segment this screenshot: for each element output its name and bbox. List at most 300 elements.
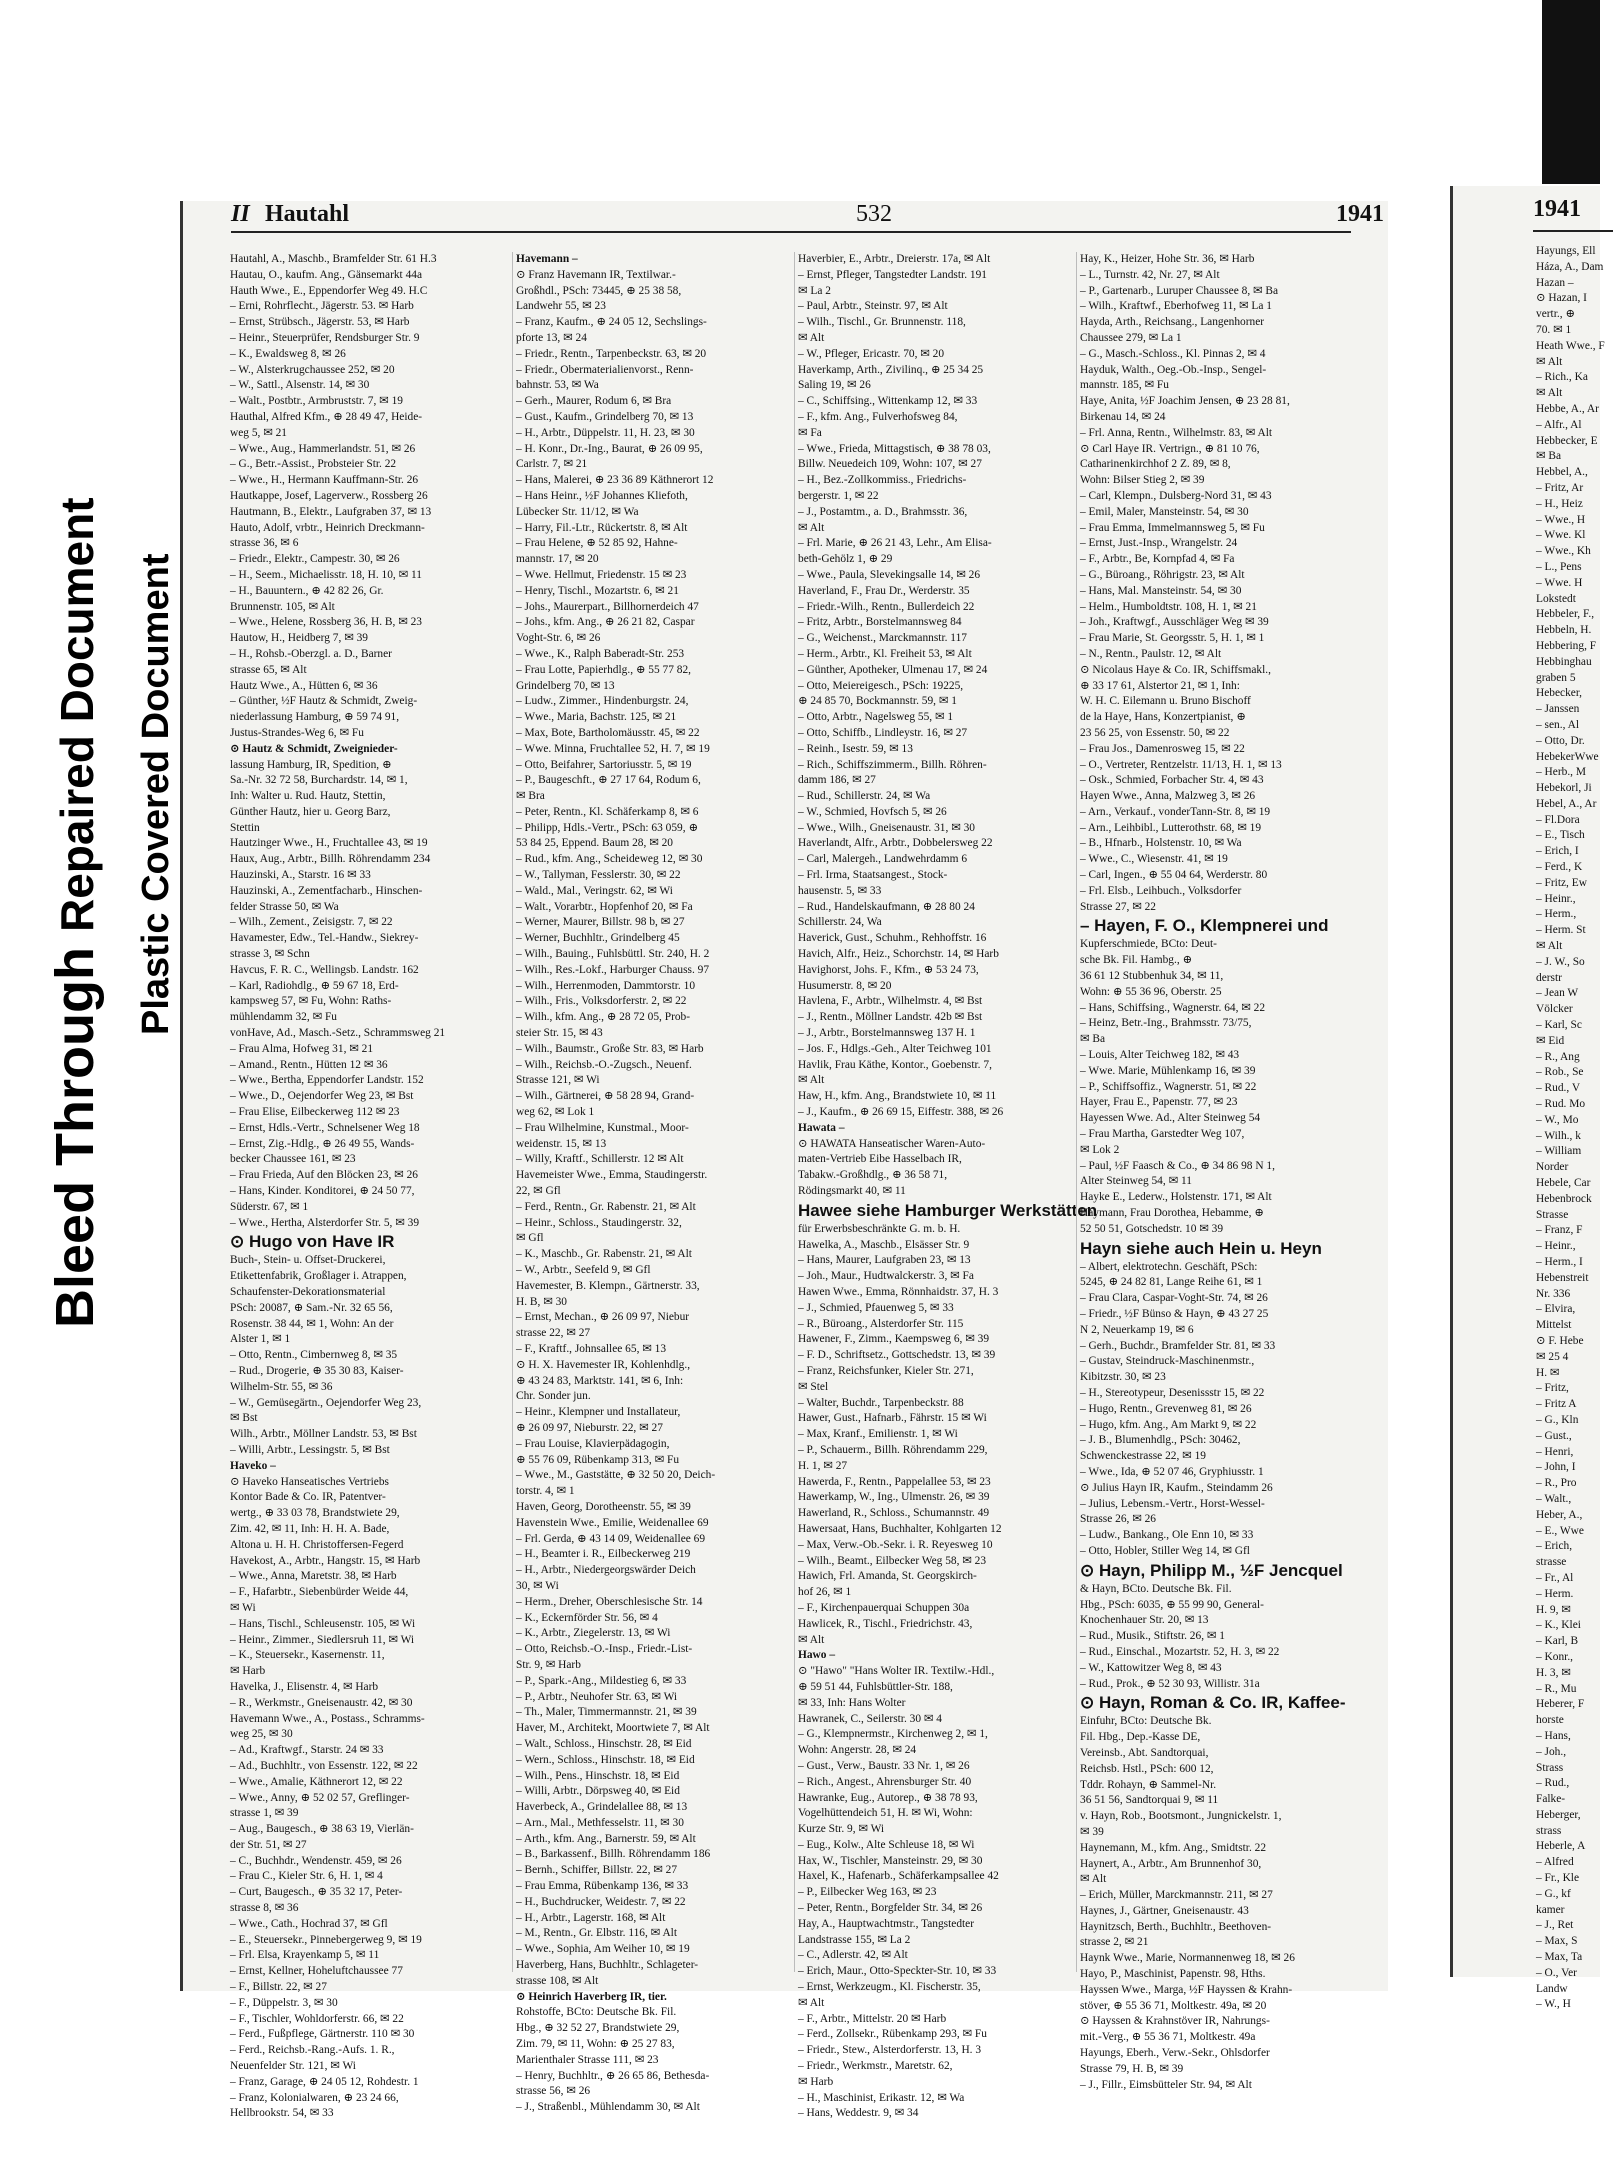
directory-entry: ✉ Alt (798, 521, 825, 534)
directory-entry: – Wwe., Amalie, Käthnerort 12, ✉ 22 (230, 1775, 403, 1788)
directory-entry: Chaussee 279, ✉ La 1 (1080, 331, 1182, 344)
directory-entry: – Gust., Verw., Baustr. 33 Nr. 1, ✉ 26 (798, 1759, 970, 1772)
directory-entry: Fil. Hbg., Dep.-Kasse DE, (1080, 1731, 1201, 1744)
directory-entry: – Joh., Maur., Hudtwalckerstr. 3, ✉ Fa (798, 1270, 974, 1283)
directory-entry: – Frl. Elsb., Leihbuch., Volksdorfer (1080, 884, 1242, 897)
directory-entry: – Franz, Reichsfunker, Kieler Str. 271, (798, 1364, 974, 1377)
directory-entry: strasse 65, ✉ Alt (230, 663, 307, 676)
adjacent-line: Hebbe, A., Ar (1536, 402, 1599, 415)
directory-entry: – F. D., Schriftsetz., Gottschedstr. 13, ✉ 39 (798, 1349, 996, 1362)
directory-entry: ⊙ Hayn, Philipp M., ½F Jencquel (1080, 1560, 1343, 1580)
adjacent-line: Heberle, A (1536, 1840, 1586, 1853)
directory-entry: – Rud., Drogerie, ⊕ 35 30 83, Kaiser- (230, 1364, 404, 1377)
directory-entry: – Otto, Beifahrer, Sartoriusstr. 5, ✉ 19 (516, 758, 692, 771)
directory-entry: – Wilh., Kraftwf., Eberhofweg 11, ✉ La 1 (1080, 300, 1272, 313)
directory-column-1 (230, 252, 498, 2120)
directory-entry: Großhdl., PSch: 73445, ⊕ 25 38 58, (516, 284, 682, 297)
adjacent-line: Háza, A., Dam (1536, 260, 1604, 273)
directory-entry: – Hugo, Rentn., Grevenweg 81, ✉ 26 (1080, 1402, 1252, 1415)
directory-entry: weidenstr. 15, ✉ 13 (516, 1137, 607, 1150)
directory-entry: Zim. 42, ✉ 11, Inh: H. H. A. Bade, (230, 1522, 390, 1535)
directory-entry: Wilh., Arbtr., Möllner Landstr. 53, ✉ Bst (230, 1428, 417, 1441)
directory-entry: – Wwe., Aug., Hammerlandstr. 51, ✉ 26 (230, 442, 416, 455)
directory-entry: ✉ Stel (798, 1380, 829, 1393)
page-year: 1941 (1336, 201, 1384, 227)
directory-entry: – Gustav, Steindruck-Maschinenmstr., (1080, 1355, 1255, 1368)
directory-entry: – Ernst, Mechan., ⊕ 26 09 97, Niebur (516, 1311, 690, 1324)
directory-entry: – Wald., Mal., Veringstr. 62, ✉ Wi (516, 884, 673, 897)
directory-entry: – Frl. Gerda, ⊕ 43 14 09, Weidenallee 69 (516, 1532, 706, 1545)
directory-entry: Süderstr. 67, ✉ 1 (230, 1200, 309, 1213)
directory-entry: – Reinh., Isestr. 59, ✉ 13 (798, 742, 913, 755)
directory-entry: Kurze Str. 9, ✉ Wi (798, 1823, 885, 1836)
directory-entry: Hawata – (798, 1121, 845, 1134)
adjacent-line: Hebbinghau (1536, 655, 1592, 668)
directory-entry: – Arn., Mal., Methfesselstr. 11, ✉ 30 (516, 1816, 684, 1829)
directory-entry: – Ernst, Kellner, Hoheluftchaussee 77 (230, 1965, 403, 1978)
directory-entry: maten-Vertrieb Eibe Hasselbach IR, (798, 1153, 962, 1166)
directory-entry: Haver, M., Architekt, Moortwiete 7, ✉ Alt (516, 1722, 710, 1735)
directory-entry: stöver, ⊕ 55 36 71, Moltkestr. 49a, ✉ 20 (1080, 1999, 1267, 2012)
directory-entry: – Joh., Kraftwgf., Ausschläger Weg ✉ 39 (1080, 616, 1269, 629)
directory-entry: – J., Arbtr., Borstelmannsweg 137 H. 1 (798, 1027, 976, 1040)
directory-entry: Haye, Anita, ½F Joachim Jensen, ⊕ 23 28 81, (1080, 395, 1290, 408)
adjacent-line: – Rud., V (1536, 1082, 1581, 1095)
directory-entry: – J., Rentn., Möllner Landstr. 42b ✉ Bst (798, 1011, 983, 1024)
directory-entry: Havich, Alfr., Heiz., Schorchstr. 14, ✉ Harb (798, 948, 999, 961)
directory-entry: – M., Rentn., Gr. Elbstr. 116, ✉ Alt (516, 1927, 678, 1940)
directory-entry: – K., Ewaldsweg 8, ✉ 26 (230, 347, 346, 360)
adjacent-line: – E., Wwe (1536, 1524, 1584, 1537)
adjacent-line: – Walt., (1536, 1492, 1572, 1505)
directory-entry: Hayungs, Eberh., Verw.-Sekr., Ohlsdorfer (1080, 2047, 1270, 2060)
directory-entry: – Hayen, F. O., Klempnerei und (1080, 916, 1329, 936)
directory-entry: – Frau Helene, ⊕ 52 85 92, Hahne- (516, 537, 678, 550)
directory-entry: Stettin (230, 821, 260, 834)
directory-entry: N 2, Neuerkamp 19, ✉ 6 (1080, 1323, 1194, 1336)
directory-entry: Wilhelm-Str. 55, ✉ 36 (230, 1380, 333, 1393)
directory-entry: ⊙ Heinrich Haverberg IR, tier. (516, 1990, 667, 2003)
directory-entry: ⊙ Haveko Hanseatisches Vertriebs (230, 1475, 389, 1488)
directory-entry: – Philipp, Hdls.-Vertr., PSch: 63 059, ⊕ (516, 821, 698, 834)
directory-entry: – Wilh., Res.-Lokf., Harburger Chauss. 97 (516, 963, 710, 976)
directory-entry: – H., Maschinist, Erikastr. 12, ✉ Wa (798, 2091, 965, 2104)
directory-entry: – H., Arbtr., Niedergeorgswärder Deich (516, 1564, 696, 1577)
directory-entry: Havemann Wwe., A., Postass., Schramms- (230, 1712, 425, 1725)
directory-entry: hof 26, ✉ 1 (798, 1586, 852, 1599)
directory-entry: niederlassung Hamburg, ⊕ 59 74 91, (230, 711, 400, 724)
directory-entry: PSch: 20087, ⊕ Sam.-Nr. 32 65 56, (230, 1301, 393, 1314)
section-number: II (231, 201, 250, 227)
directory-entry: ⊕ 55 76 09, Rübenkamp 313, ✉ Fu (516, 1453, 680, 1466)
directory-entry: – Ludw., Bankang., Ole Enn 10, ✉ 33 (1080, 1529, 1254, 1542)
directory-entry: – H., Stereotypeur, Desenissstr 15, ✉ 22 (1080, 1386, 1265, 1399)
directory-entry: – Hans, Tischl., Schleusenstr. 105, ✉ Wi (230, 1617, 416, 1630)
directory-entry: – Frau Martha, Garstedter Weg 107, (1080, 1128, 1245, 1141)
adjacent-line: – Wwe., H (1536, 513, 1586, 526)
directory-entry: – Frau Louise, Klavierpädagogin, (516, 1437, 670, 1450)
adjacent-line: – E., Tisch (1536, 829, 1585, 842)
directory-entry: – Erni, Rohrflecht., Jägerstr. 53. ✉ Harb (230, 300, 414, 313)
directory-entry: ⊕ 24 85 70, Bockmannstr. 59, ✉ 1 (798, 695, 957, 708)
page-running-name: Hautahl (265, 201, 350, 227)
directory-entry: – Frl. Anna, Rentn., Wilhelmstr. 83, ✉ Alt (1080, 426, 1273, 439)
directory-entry: Strasse 26, ✉ 26 (1080, 1513, 1156, 1526)
directory-entry: – Rud., Schillerstr. 24, ✉ Wa (798, 790, 931, 803)
directory-entry: – Frl. Elsa, Krayenkamp 5, ✉ 11 (230, 1949, 380, 1962)
directory-entry: – Friedr., ½F Bünso & Hayn, ⊕ 43 27 25 (1080, 1308, 1269, 1320)
directory-entry: Havcus, F. R. C., Wellingsb. Landstr. 162 (230, 963, 419, 976)
directory-entry: – H., Arbtr., Lagerstr. 168, ✉ Alt (516, 1911, 666, 1924)
directory-entry: – J., Postamtm., a. D., Brahmsstr. 36, (798, 505, 968, 518)
adjacent-line: strasse (1536, 1556, 1567, 1569)
directory-entry: Zim. 79, ✉ 11, Wohn: ⊕ 25 27 83, (516, 2038, 675, 2051)
directory-entry: – Wilh., Beamt., Eilbecker Weg 58, ✉ 23 (798, 1554, 987, 1567)
adjacent-line: – Rud. Mo (1536, 1098, 1586, 1111)
document-condition-stamps (0, 0, 190, 2177)
directory-entry: – Helm., Humboldtstr. 108, H. 1, ✉ 21 (1080, 600, 1257, 613)
adjacent-line: ✉ Alt (1536, 355, 1563, 368)
directory-entry: ✉ Fa (798, 426, 822, 439)
adjacent-line: H. ✉ (1536, 1366, 1560, 1379)
directory-entry: der Str. 51, ✉ 27 (230, 1838, 307, 1851)
adjacent-line: – Heinr., (1536, 1240, 1576, 1253)
adjacent-line: – G., kf (1536, 1887, 1571, 1900)
directory-entry: ✉ Alt (798, 331, 825, 344)
adjacent-line: ⊙ F. Hebe (1536, 1334, 1584, 1347)
directory-entry: Hayessen Wwe. Ad., Alter Steinweg 54 (1080, 1112, 1261, 1125)
directory-entry: – H., Bez.-Zollkommiss., Friedrichs- (798, 474, 967, 487)
directory-entry: – Wilh., Baumstr., Große Str. 83, ✉ Harb (516, 1042, 704, 1055)
directory-entry: – Jos. F., Hdlgs.-Geh., Alter Teichweg 101 (798, 1042, 992, 1055)
directory-entry: – Ludw., Zimmer., Hindenburgstr. 24, (516, 695, 689, 708)
directory-entry: – Otto, Reichsb.-O.-Insp., Friedr.-List- (516, 1643, 693, 1656)
directory-entry: – Otto, Schiffb., Lindleystr. 16, ✉ 27 (798, 726, 968, 739)
directory-entry: lassung Hamburg, IR, Spedition, ⊕ (230, 758, 392, 771)
directory-entry: Hautahl, A., Maschb., Bramfelder Str. 61 H.3 (230, 253, 437, 265)
adjacent-line: – Otto, Dr. (1536, 734, 1585, 747)
adjacent-line: – Jean W (1536, 987, 1579, 1000)
directory-entry: – Peter, Rentn., Borgfelder Str. 34, ✉ 26 (798, 1902, 983, 1915)
directory-entry: ⊕ 43 24 83, Marktstr. 141, ✉ 6, Inh: (516, 1374, 684, 1387)
directory-entry: – Carl, Klempn., Dulsberg-Nord 31, ✉ 43 (1080, 489, 1272, 502)
adjacent-line: – Fr., Kle (1536, 1872, 1580, 1885)
directory-entry: Hayssen Wwe., Marga, ½F Hayssen & Krahn- (1080, 1983, 1293, 1996)
directory-entry: strasse 22, ✉ 27 (516, 1327, 591, 1340)
directory-entry: – Frl. Irma, Staatsangest., Stock- (798, 869, 948, 882)
directory-entry: Etikettenfabrik, Großlager i. Atrappen, (230, 1270, 407, 1283)
directory-entry: – Ferd., Rentn., Gr. Rabenstr. 21, ✉ Alt (516, 1200, 696, 1213)
adjacent-line: Hebbecker, E (1536, 434, 1598, 447)
directory-entry: – W., Sattl., Alsenstr. 14, ✉ 30 (230, 379, 370, 392)
directory-entry: – H., Seem., Michaelisstr. 18, H. 10, ✉ 11 (230, 568, 422, 581)
directory-entry: – Bernh., Schiffer, Billstr. 22, ✉ 27 (516, 1864, 678, 1877)
directory-entry: Hawerland, R., Schloss., Schumannstr. 49 (798, 1507, 990, 1520)
adjacent-line: HebekerWwe (1536, 750, 1599, 763)
adjacent-line: 70. ✉ 1 (1536, 323, 1572, 336)
directory-entry: – Wwe., Maria, Bachstr. 125, ✉ 21 (516, 711, 677, 724)
directory-entry: – Wilh., Zement., Zeisigstr. 7, ✉ 22 (230, 916, 393, 929)
directory-entry: Havlik, Frau Käthe, Kontor., Goebenstr. 7, (798, 1058, 992, 1071)
directory-entry: – Herm., Arbtr., Kl. Freiheit 53, ✉ Alt (798, 647, 972, 660)
directory-entry: W. H. C. Eilemann u. Bruno Bischoff (1080, 695, 1251, 708)
adjacent-line: – W., H (1536, 1998, 1571, 2011)
directory-column-4 (1076, 252, 1348, 2091)
adjacent-line: Hebele, Car (1536, 1177, 1591, 1190)
adjacent-line: Hebbeln, H. (1536, 624, 1592, 637)
directory-entry: – Wwe., Hertha, Alsterdorfer Str. 5, ✉ 39 (230, 1216, 420, 1229)
adjacent-line: – L., Pens (1536, 560, 1582, 573)
directory-entry: – L., Turnstr. 42, Nr. 27, ✉ Alt (1080, 268, 1220, 281)
directory-entry: Hautkappe, Josef, Lagerverw., Rossberg 26 (230, 489, 428, 502)
directory-entry: 5245, ⊕ 24 82 81, Lange Reihe 61, ✉ 1 (1080, 1276, 1263, 1289)
directory-entry: ✉ Alt (798, 1074, 825, 1087)
directory-entry: – Otto, Meiereigesch., PSch: 19225, (798, 679, 964, 692)
directory-entry: – Hans, Malerei, ⊕ 23 36 89 Käthnerort 12 (516, 474, 714, 487)
directory-entry: Hayda, Arth., Reichsang., Langenhorner (1080, 316, 1265, 329)
directory-entry: – Heinz, Betr.-Ing., Brahmsstr. 73/75, (1080, 1017, 1252, 1030)
directory-entry: Alter Steinweg 54, ✉ 11 (1080, 1175, 1192, 1188)
directory-entry: Hawee siehe Hamburger Werkstätten (798, 1200, 1098, 1220)
directory-entry: Hellbrookstr. 54, ✉ 33 (230, 2107, 334, 2120)
directory-entry: Rosenstr. 38 44, ✉ 1, Wohn: An der (230, 1317, 394, 1330)
directory-entry: – Paul, Arbtr., Steinstr. 97, ✉ Alt (798, 300, 948, 313)
adjacent-line: ✉ Alt (1536, 387, 1563, 400)
adjacent-line: Hebbering, F (1536, 639, 1597, 652)
scan-border-black (1542, 0, 1600, 184)
directory-entry: Hawlicek, R., Tischl., Friedrichstr. 43, (798, 1617, 973, 1630)
directory-entry: – P., Eilbecker Weg 163, ✉ 23 (798, 1886, 937, 1899)
directory-entry: – Wilh., Bauing., Fuhlsbüttl. Str. 240, H. 2 (516, 948, 710, 961)
adjacent-line: – J. W., So (1536, 955, 1585, 968)
directory-entry: ⊙ "Hawo" "Hans Wolter IR. Textilw.-Hdl., (798, 1665, 995, 1678)
directory-entry: Haverbier, E., Arbtr., Dreierstr. 17a, ✉ Alt (798, 253, 991, 265)
directory-entry: – Hans Heinr., ½F Johannes Kliefoth, (516, 489, 688, 502)
directory-entry: Hautau, O., kaufm. Ang., Gänsemarkt 44a (230, 268, 423, 281)
directory-entry: Haverlandt, Alfr., Arbtr., Dobbelersweg 22 (798, 837, 993, 850)
directory-entry: – Frau Lotte, Papierhdlg., ⊕ 55 77 82, (516, 663, 692, 676)
directory-entry: Hauth Wwe., E., Eppendorfer Weg 49. H.C (230, 284, 428, 297)
directory-entry: – Carl, Malergeh., Landwehrdamm 6 (798, 853, 968, 866)
directory-entry: – H., Beamter i. R., Eilbeckerweg 219 (516, 1548, 691, 1561)
directory-entry: Hauthal, Alfred Kfm., ⊕ 28 49 47, Heide- (230, 410, 423, 423)
adjacent-line: Strass (1536, 1761, 1564, 1774)
adjacent-line: horste (1536, 1714, 1564, 1727)
directory-entry: 52 50 51, Gotschedstr. 10 ✉ 39 (1080, 1222, 1224, 1235)
directory-entry: – Heinr., Zimmer., Siedlersruh 11, ✉ Wi (230, 1633, 415, 1646)
directory-entry: Voght-Str. 6, ✉ 26 (516, 632, 601, 645)
directory-entry: – Ernst, Pfleger, Tangstedter Landstr. 191 (798, 268, 987, 281)
directory-entry: – Peter, Rentn., Kl. Schäferkamp 8, ✉ 6 (516, 805, 699, 818)
directory-entry: bergerstr. 1, ✉ 22 (798, 489, 879, 502)
directory-entry: strasse 56, ✉ 26 (516, 2085, 591, 2098)
directory-entry: Haymann, Frau Dorothea, Hebamme, ⊕ (1080, 1207, 1264, 1220)
directory-entry: – Heinr., Steuerprüfer, Rendsburger Str. 9 (230, 331, 420, 344)
adjacent-line: – J., Ret (1536, 1919, 1574, 1932)
directory-entry: H. B, ✉ 30 (516, 1295, 567, 1308)
directory-entry: – Fritz, Arbtr., Borstelmannsweg 84 (798, 616, 962, 629)
adjacent-line: – Fritz, (1536, 1382, 1569, 1395)
adjacent-line: – R., Ang (1536, 1050, 1580, 1063)
adjacent-line: – Fl.Dora (1536, 813, 1580, 826)
directory-entry: Str. 9, ✉ Harb (516, 1658, 581, 1671)
directory-entry: – P., Schiffsoffiz., Wagnerstr. 51, ✉ 22 (1080, 1080, 1257, 1093)
directory-entry: Brunnenstr. 105, ✉ Alt (230, 600, 335, 613)
directory-entry: – Wwe., Ida, ⊕ 52 07 46, Gryphiusstr. 1 (1080, 1465, 1264, 1478)
directory-entry: Landwehr 55, ✉ 23 (516, 300, 606, 313)
directory-entry: – Ferd., Reichsb.-Rang.-Aufs. 1. R., (230, 2044, 395, 2057)
directory-entry: – Heinr., Schloss., Staudingerstr. 32, (516, 1216, 682, 1229)
directory-entry: – Amand., Rentn., Hütten 12 ✉ 36 (230, 1058, 388, 1071)
directory-entry: – Wilh., Gärtnerei, ⊕ 58 28 94, Grand- (516, 1090, 695, 1103)
directory-entry: Hautow, H., Heidberg 7, ✉ 39 (230, 632, 368, 645)
directory-entry: – G., Betr.-Assist., Probsteier Str. 22 (230, 458, 397, 471)
directory-entry: Hautmann, B., Elektr., Laufgraben 37, ✉ 13 (230, 505, 432, 518)
directory-entry: – Rud., Handelskaufmann, ⊕ 28 80 24 (798, 900, 975, 913)
directory-entry: – Arth., kfm. Ang., Barnerstr. 59, ✉ Alt (516, 1832, 696, 1845)
directory-entry: Haveko – (230, 1459, 276, 1472)
adjacent-line: ✉ Ba (1536, 450, 1562, 463)
directory-entry: – C., Buchhdr., Wendenstr. 459, ✉ 26 (230, 1854, 402, 1867)
directory-entry: Strasse 79, H. B, ✉ 39 (1080, 2062, 1184, 2075)
directory-entry: – R., Werkmstr., Gneisenaustr. 42, ✉ 30 (230, 1696, 413, 1709)
page-header (231, 201, 1384, 233)
adjacent-page-year: 1941 (1533, 196, 1581, 222)
directory-entry: ✉ Bra (516, 790, 545, 803)
directory-entry: – Albert, elektrotechn. Geschäft, PSch: (1080, 1260, 1258, 1273)
adjacent-line: – Herb., M (1536, 766, 1586, 779)
directory-entry: ✉ Alt (798, 1996, 825, 2009)
directory-entry: Hax, W., Tischler, Mansteinstr. 29, ✉ 30 (798, 1854, 983, 1867)
directory-entry: Husumerstr. 8, ✉ 20 (798, 979, 892, 992)
directory-entry: – N., Rentn., Paulstr. 12, ✉ Alt (1080, 647, 1222, 660)
directory-entry: Schwenckestrasse 22, ✉ 19 (1080, 1450, 1206, 1463)
adjacent-line: Hebenbrock (1536, 1192, 1592, 1205)
directory-entry: Rohstoffe, BCto: Deutsche Bk. Fil. (516, 2006, 677, 2019)
adjacent-line: – Henri, (1536, 1445, 1574, 1458)
directory-entry: – F., Arbtr., Mittelstr. 20 ✉ Harb (798, 2012, 947, 2025)
directory-entry: – Wilh., Tischl., Gr. Brunnenstr. 118, (798, 316, 966, 329)
directory-entry: Havighorst, Johs. F., Kfm., ⊕ 53 24 73, (798, 963, 979, 976)
directory-entry: Grindelberg 70, ✉ 13 (516, 679, 615, 692)
adjacent-line: – Heinr., (1536, 892, 1576, 905)
directory-entry: sche Bk. Fil. Hambg., ⊕ (1080, 954, 1193, 967)
directory-entry: – Henry, Tischl., Mozartstr. 6, ✉ 21 (516, 584, 679, 597)
directory-entry: weg 62, ✉ Lok 1 (516, 1106, 595, 1119)
adjacent-line: – Karl, B (1536, 1635, 1579, 1648)
directory-entry: Hawerkamp, W., Ing., Ulmenstr. 26, ✉ 39 (798, 1491, 990, 1504)
directory-entry: bahnstr. 53, ✉ Wa (516, 379, 599, 392)
directory-entry: – C., Adlerstr. 42, ✉ Alt (798, 1949, 908, 1962)
adjacent-line: Hebenstreit (1536, 1271, 1589, 1284)
adjacent-line: – Konr., (1536, 1650, 1574, 1663)
directory-entry: ⊙ Hugo von Have IR (230, 1232, 395, 1252)
directory-entry: Hbg., ⊕ 32 52 27, Brandstwiete 29, (516, 2022, 680, 2035)
adjacent-line: – Karl, Sc (1536, 1019, 1582, 1032)
directory-entry: Alster 1, ✉ 1 (230, 1333, 291, 1346)
adjacent-line: – Ferd., K (1536, 861, 1583, 874)
directory-entry: – Max, Verw.-Ob.-Sekr. i. R. Reyesweg 10 (798, 1538, 993, 1551)
directory-entry: kampsweg 57, ✉ Fu, Wohn: Raths- (230, 995, 392, 1008)
directory-entry: – Hugo, kfm. Ang., Am Markt 9, ✉ 22 (1080, 1418, 1257, 1431)
directory-entry: – Wwe., D., Oejendorfer Weg 23, ✉ Bst (230, 1090, 414, 1103)
adjacent-line: Falke- (1536, 1793, 1566, 1806)
directory-entry: – Ernst, Just.-Insp., Wrangelstr. 24 (1080, 537, 1238, 550)
adjacent-line: kamer (1536, 1903, 1565, 1916)
directory-entry: – J. B., Blumenhdlg., PSch: 30462, (1080, 1434, 1241, 1447)
adjacent-page-edge (1450, 186, 1605, 2011)
adjacent-line: – Max, S (1536, 1935, 1578, 1948)
directory-entry: Schaufenster-Dekorationsmaterial (230, 1286, 386, 1298)
adjacent-line: – K., Klei (1536, 1619, 1581, 1632)
directory-column-3 (794, 252, 1098, 2120)
directory-entry: 30, ✉ Wi (516, 1579, 559, 1592)
directory-entry: – Emil, Maler, Mansteinstr. 54, ✉ 30 (1080, 505, 1249, 518)
adjacent-line: – William (1536, 1145, 1582, 1158)
directory-entry: Hayn siehe auch Hein u. Heyn (1080, 1238, 1322, 1258)
directory-entry: – Franz, Kolonialwaren, ⊕ 23 24 66, (230, 2091, 399, 2104)
directory-entry: beth-Gehölz 1, ⊕ 29 (798, 553, 893, 566)
directory-entry: – Frau C., Kieler Str. 6, H. 1, ✉ 4 (230, 1870, 383, 1883)
directory-entry: Hautz Wwe., A., Hütten 6, ✉ 36 (230, 679, 378, 692)
directory-entry: – Günther, ½F Hautz & Schmidt, Zweig- (230, 695, 418, 708)
directory-entry: – Friedr., Obermaterialienvorst., Renn- (516, 363, 694, 376)
directory-entry: – Max, Kranf., Emilienstr. 1, ✉ Wi (798, 1428, 958, 1441)
directory-entry: Hayen Wwe., Anna, Malzweg 3, ✉ 26 (1080, 790, 1256, 803)
bleed-through-stamp: Bleed Through Repaired Document (45, 497, 105, 1328)
directory-entry: ⊙ Carl Haye IR. Vertrign., ⊕ 81 10 76, (1080, 442, 1260, 455)
directory-entry: Haverland, F., Frau Dr., Werderstr. 35 (798, 584, 970, 597)
adjacent-line: Norder (1536, 1161, 1569, 1174)
directory-entry: – Max, Bote, Bartholomäusstr. 45, ✉ 22 (516, 726, 700, 739)
directory-entry: – K., Steuersekr., Kasernenstr. 11, (230, 1649, 385, 1662)
directory-entry: ⊙ Hayssen & Krahnstöver IR, Nahrungs- (1080, 2015, 1270, 2028)
directory-entry: Hawer, Gust., Hafnarb., Fährstr. 15 ✉ Wi (798, 1412, 987, 1425)
directory-entry: – Johs., Maurerpart., Billhornerdeich 47 (516, 600, 699, 613)
directory-entry: ⊙ Nicolaus Haye & Co. IR, Schiffsmakl., (1080, 663, 1271, 676)
directory-entry: – Herm., Dreher, Oberschlesische Str. 14 (516, 1595, 703, 1608)
directory-entry: – Hans, Kinder. Konditorei, ⊕ 24 50 77, (230, 1185, 415, 1198)
adjacent-line: – Wilh., k (1536, 1129, 1581, 1142)
directory-entry: Rödingsmarkt 40, ✉ 11 (798, 1185, 906, 1198)
adjacent-line: – Elvira, (1536, 1303, 1576, 1316)
directory-entry: – Wwe., H., Hermann Kauffmann-Str. 26 (230, 474, 419, 487)
directory-entry: ✉ Bst (230, 1412, 258, 1425)
directory-entry: – Otto, Arbtr., Nagelsweg 55, ✉ 1 (798, 711, 954, 724)
directory-entry: weg 5, ✉ 21 (230, 426, 287, 439)
directory-entry: – K., Maschb., Gr. Rabenstr. 21, ✉ Alt (516, 1248, 692, 1261)
directory-entry: 36 51 56, Sandtorquai 9, ✉ 11 (1080, 1794, 1219, 1807)
directory-entry: Einfuhr, BCto: Deutsche Bk. (1080, 1715, 1212, 1728)
adjacent-line: – Wwe. Kl (1536, 529, 1586, 542)
directory-entry: – Frau Emma, Rübenkamp 136, ✉ 33 (516, 1880, 689, 1893)
directory-entry: strasse 36, ✉ 6 (230, 537, 299, 550)
directory-entry: – P., Arbtr., Neuhofer Str. 63, ✉ Wi (516, 1690, 678, 1703)
directory-entry: – Gerh., Maurer, Rodum 6, ✉ Bra (516, 395, 672, 408)
directory-entry: – B., Barkassenf., Billh. Röhrendamm 186 (516, 1848, 711, 1861)
adjacent-line: – Herm., I (1536, 1256, 1583, 1268)
directory-entry: – Osk., Schmied, Forbacher Str. 4, ✉ 43 (1080, 774, 1264, 787)
directory-entry: v. Hayn, Rob., Bootsmont., Jungnickelstr. 1, (1080, 1810, 1282, 1823)
adjacent-line: ✉ Eid (1536, 1034, 1565, 1047)
directory-entry: – Wwe., Frieda, Mittagstisch, ⊕ 38 78 03, (798, 442, 991, 455)
directory-entry: Hawo – (798, 1649, 836, 1662)
adjacent-line: – O., Ver (1536, 1966, 1577, 1979)
adjacent-line: – Erich, I (1536, 845, 1579, 858)
directory-entry: – Friedr., Werkmstr., Maretstr. 62, (798, 2060, 953, 2073)
directory-entry: Hauzinski, A., Zementfacharb., Hinschen- (230, 884, 423, 897)
adjacent-line: – Fritz A (1536, 1398, 1577, 1411)
